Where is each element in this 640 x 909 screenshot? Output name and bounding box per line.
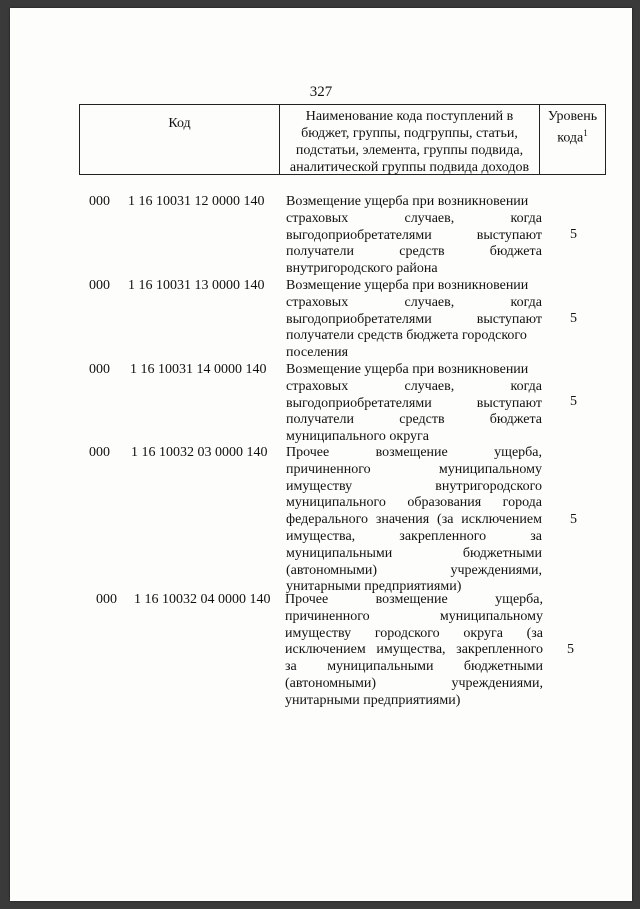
description-line: причиненного муниципальному	[285, 608, 543, 624]
description-line: имуществу внутригородского	[286, 478, 542, 494]
description-line: (автономными) учреждениями,	[286, 562, 542, 578]
header-name-line: подстатьи, элемента, группы подвида,	[295, 143, 524, 158]
description-line: исключением имущества, закрепленного	[285, 642, 543, 658]
footnote-marker: 1	[583, 128, 588, 138]
code-level: 5	[567, 642, 574, 657]
income-code: 1 16 10032 04 0000 140	[134, 592, 271, 607]
income-code: 1 16 10031 13 0000 140	[128, 278, 265, 293]
document-page	[10, 8, 632, 901]
description-line: страховых случаев, когда	[286, 294, 542, 310]
row-description	[285, 592, 543, 710]
row-description	[286, 278, 542, 362]
description-line: муниципальными бюджетными	[286, 545, 542, 561]
code-level: 5	[570, 512, 577, 527]
description-line: Прочее возмещение ущерба,	[285, 592, 543, 607]
admin-code: 000	[89, 194, 110, 209]
description-line: Возмещение ущерба при возникновении	[286, 362, 529, 377]
row-description	[286, 194, 542, 278]
header-code: Код	[79, 105, 279, 174]
description-line: получатели средств бюджета городского	[286, 328, 527, 344]
description-line: выгодоприобретателями выступают	[286, 395, 542, 411]
description-line: муниципального образования города	[286, 495, 542, 511]
description-line: Возмещение ущерба при возникновении	[286, 278, 529, 293]
code-level: 5	[570, 394, 577, 409]
row-description	[286, 445, 542, 596]
income-code: 1 16 10032 03 0000 140	[131, 445, 268, 460]
header-level-line: Уровень	[547, 109, 598, 124]
header-name-line: Наименование кода поступлений в	[305, 109, 514, 124]
description-line: (автономными) учреждениями,	[285, 675, 543, 691]
description-line: получатели средств бюджета	[286, 244, 542, 260]
code-level: 5	[570, 227, 577, 242]
header-level-text: кода	[557, 130, 584, 146]
description-line: выгодоприобретателями выступают	[286, 311, 542, 327]
header-level	[539, 105, 606, 174]
description-line: имуществу городского округа (за	[285, 625, 543, 641]
description-line: Возмещение ущерба при возникновении	[286, 194, 529, 209]
header-level-line	[540, 125, 605, 147]
description-line: внутригородского района	[286, 261, 438, 277]
header-name-line: аналитической группы подвида доходов	[289, 160, 530, 175]
header-name-line: бюджет, группы, подгруппы, статьи,	[301, 126, 518, 141]
description-line: страховых случаев, когда	[286, 210, 542, 226]
admin-code: 000	[89, 362, 110, 377]
page-number: 327	[309, 84, 333, 100]
description-line: за муниципальными бюджетными	[285, 659, 543, 675]
description-line: муниципального округа	[286, 429, 429, 445]
description-line: причиненного муниципальному	[286, 461, 542, 477]
description-line: поселения	[286, 345, 349, 361]
admin-code: 000	[89, 445, 110, 460]
description-line: Прочее возмещение ущерба,	[286, 445, 542, 460]
table-header	[79, 104, 606, 175]
description-line: федерального значения (за исключением	[286, 512, 542, 528]
description-line: страховых случаев, когда	[286, 378, 542, 394]
description-line: получатели средств бюджета	[286, 412, 542, 428]
description-line: имущества, закрепленного за	[286, 528, 542, 544]
header-name	[279, 105, 539, 174]
admin-code: 000	[96, 592, 117, 607]
description-line: выгодоприобретателями выступают	[286, 227, 542, 243]
description-line: унитарными предприятиями)	[286, 579, 462, 595]
description-line: унитарными предприятиями)	[285, 692, 461, 708]
admin-code: 000	[89, 278, 110, 293]
income-code: 1 16 10031 12 0000 140	[128, 194, 265, 209]
code-level: 5	[570, 311, 577, 326]
row-description	[286, 362, 542, 446]
income-code: 1 16 10031 14 0000 140	[130, 362, 267, 377]
